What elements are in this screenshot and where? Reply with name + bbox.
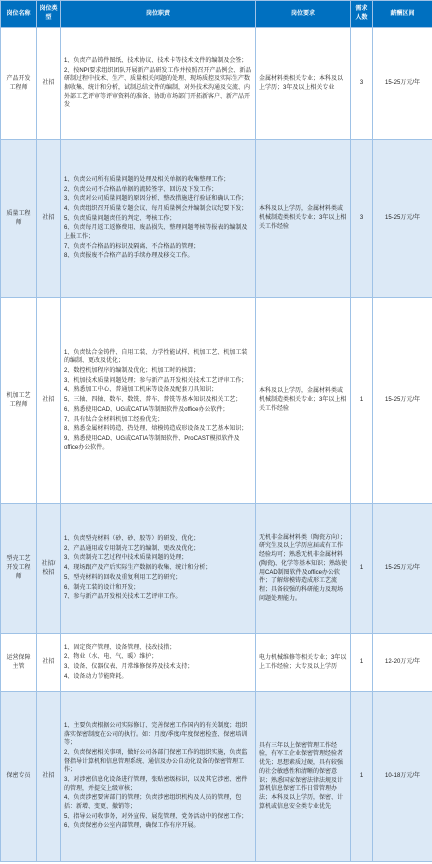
position-name: 质量工程师 (1, 140, 37, 298)
duty-line: 1、主要负责根据公司实际修订、完善保密工作国内的有关制度；组织落实保密制度在公司的执行。如：月度/季度/年度保密检查、保密培训等； (64, 722, 248, 747)
headcount-cell: 1 (351, 298, 373, 504)
table-row (1, 140, 432, 298)
duties-cell (61, 28, 256, 140)
table-row (1, 692, 432, 862)
duty-line: 5、负责质量问题责任的判定、考核工作； (64, 215, 176, 222)
duty-line: 7、负责不合格品的标识及隔离、不合格品的管理； (64, 243, 200, 250)
header-position-name: 岗位名称 (1, 1, 37, 28)
position-type: 社招 (37, 692, 61, 862)
salary-cell: 12-20万元/年 (373, 634, 432, 692)
salary-cell: 15-25万元/年 (373, 298, 432, 504)
salary-cell: 10-18万元/年 (373, 692, 432, 862)
duties-cell (61, 140, 256, 298)
header-headcount: 需求人数 (351, 1, 373, 28)
duty-line: 4、熟悉加工中心、普通加工机床等设备及配套刀具知识； (64, 387, 218, 394)
header-requirements: 岗位要求 (256, 1, 351, 28)
duty-line: 6、负责每月返工返修费用、废品损失、整理问题考核等报表的编制及上报工作； (64, 225, 248, 241)
position-type: 社招 (37, 298, 61, 504)
position-name: 型壳工艺开发工程师 (1, 504, 37, 634)
duty-line: 7、参与新产品开发相关技术工艺评审工作。 (64, 594, 182, 601)
duty-line: 2、物业（水、电、气、暖）维护； (64, 654, 158, 661)
position-type: 社招/校招 (37, 504, 61, 634)
duty-line: 9、熟悉使用CAD、UG或CATIA等制图软件、ProCAST模拟软件及office办公软件。 (64, 435, 240, 451)
salary-cell: 15-25万元/年 (373, 28, 432, 140)
header-row (1, 1, 432, 28)
salary-cell: 15-25万元/年 (373, 504, 432, 634)
table-row (1, 504, 432, 634)
duty-line: 6、负责保密办公室内部管理，确保工作有序开展。 (64, 823, 200, 830)
duty-line: 4、负责涉密要害部门的管理；负责涉密组织机构及人员的管理，包括：新增、变更、撤销等； (64, 795, 242, 811)
duty-line: 4、设备动力节能降耗。 (64, 673, 128, 680)
headcount-cell: 1 (351, 692, 373, 862)
duty-line: 2、数控机加程序的编制及优化；机加工时的核算； (64, 368, 200, 375)
requirements-cell: 本科及以上学历，金属材料类或机械制造类相关专业；3年以上相关工作经验 (256, 140, 351, 298)
header-position-type: 岗位类型 (37, 1, 61, 28)
duty-line: 3、负责对公司质量问题的原因分析、整改措施进行验证和确认工作； (64, 196, 248, 203)
duty-line: 3、负责制壳工艺过程中技术质量问题的处理； (64, 555, 188, 562)
salary-cell: 15-25万元/年 (373, 140, 432, 298)
headcount-cell: 3 (351, 140, 373, 298)
table-row (1, 634, 432, 692)
duty-line: 2、负责公司不合格品单据的流转签字、回访及下发工作； (64, 186, 218, 193)
duty-line: 6、制壳工装的设计和开发； (64, 584, 140, 591)
duty-line: 1、固定资产管理、设备管理、技改技措； (64, 644, 176, 651)
duties-cell (61, 504, 256, 634)
table-header (1, 1, 432, 28)
duty-line: 1、负责产品铸件图纸、技术协议、技术卡等技术文件的编制及会签； (64, 57, 248, 64)
requirements-cell: 金属材料类相关专业；本科及以上学历；3年及以上相关专业 (256, 28, 351, 140)
requirements-cell: 电力机械维修等相关专业；3年以上工作经验；大专及以上学历 (256, 634, 351, 692)
duty-line: 1、负责钛合金铸件、自用工装、力学性能试样、机加工艺、机加工装的编制、更改及优化； (64, 349, 248, 365)
requirements-cell: 本科及以上学历，金属材料类或机械制造类相关专业；3年以上相关工作经验 (256, 298, 351, 504)
requirements-cell: 具有三年以上保密管理工作经验，有军工企业保密管理经验者优先；思想素质过硬，具有较强的社会敏感性和清晰的保密意识；熟悉国家保密法律法规及计算机信息保密工作日常管理办法；本科及以上学历，保密、计算机或信息安全类专业优先 (256, 692, 351, 862)
requirements-cell: 无机非金属材料类（陶瓷方向）；研究生及以上学历应届或有工作经验均可；熟悉无机非金属材料(陶瓷)、化学等基本知识；熟练使用CAD制图软件及office办公软件；了解熔模铸造成形工艺流程；具备较强的科研能力及现场问题处理能力。 (256, 504, 351, 634)
position-type: 社招 (37, 634, 61, 692)
header-salary: 薪酬区间 (373, 1, 432, 28)
duty-line: 4、负责组织召开质量专题会议、每月质量例会并编制会议纪要下发； (64, 205, 248, 212)
position-name: 产品开发工程师 (1, 28, 37, 140)
duty-line: 2、产品通用或专用制壳工艺的编制、更改及优化； (64, 545, 200, 552)
headcount-cell: 1 (351, 634, 373, 692)
duty-line: 8、熟悉金属材料铸造、热处理、熔模铸造成形设备及工艺基本知识； (64, 426, 248, 433)
duty-line: 3、设备、仪器仪表、月常维修保养及技术支持； (64, 664, 194, 670)
duties-cell (61, 634, 256, 692)
duty-line: 1、负责公司所有质量问题的处理及相关单据的收集整理工作； (64, 176, 230, 183)
table-body (1, 28, 432, 862)
duty-line: 5、型壳材料的回收及重复利用工艺的研究； (64, 574, 182, 581)
duty-line: 5、三轴、四轴、数车、数铣、普车、普铣等基本知识及相关工艺； (64, 397, 242, 404)
headcount-cell: 1 (351, 504, 373, 634)
headcount-cell: 3 (351, 28, 373, 140)
table-row (1, 298, 432, 504)
duty-line: 5、指导公司收事务，对外宣传、展览管理、党务活动中的保密工作； (64, 813, 248, 820)
position-type: 社招 (37, 28, 61, 140)
duty-line: 4、现场跟产及产后实际生产数据的收集、统计和分析； (64, 565, 212, 572)
duty-line: 3、对涉密信息化设备进行管理，张贴密级标识，以及其它涉密、密件的管理，并提交上级审核； (64, 777, 248, 792)
duties-cell (61, 692, 256, 862)
position-name: 保密专员 (1, 692, 37, 862)
duty-line: 7、具有钛合金材料机加工经验优先； (64, 416, 164, 423)
position-type: 社招 (37, 140, 61, 298)
duty-line: 6、熟悉使用CAD、UG或CATIA等制图软件及office办公软件； (64, 406, 229, 413)
position-name: 运营保障主管 (1, 634, 37, 692)
duty-line: 2、负责保密相关事项，做好公司各部门保密工作的组织实施，负责监督指导计算机和信息管理系统、通信及办公自动化设备的保密管理工作； (64, 749, 248, 774)
header-duties: 岗位职责 (61, 1, 256, 28)
duty-line: 1、负责型壳材料（砂、砂、胶等）的研发、优化； (64, 536, 200, 543)
position-name: 机加工艺工程师 (1, 298, 37, 504)
duties-cell (61, 298, 256, 504)
duty-line: 2、按NPI要求组织团队开展新产品研发工作并按照召开产品例会、新品研制过程中技术、生产、质量相关问题的处理、现场质控及实际生产数据收集、统计和分析，试制总结文件的编制，对外技术沟通及交流、内外部工艺评审等评审资料的准备、协助市场部门开拓新客户、新产品开发 (64, 67, 252, 109)
duty-line: 3、机加技术质量问题处理；参与新产品开发相关技术工艺评审工作； (64, 377, 248, 384)
duty-line: 8、负责报废不合格产品的手续办理及移交工作。 (64, 253, 194, 260)
table-row (1, 28, 432, 140)
